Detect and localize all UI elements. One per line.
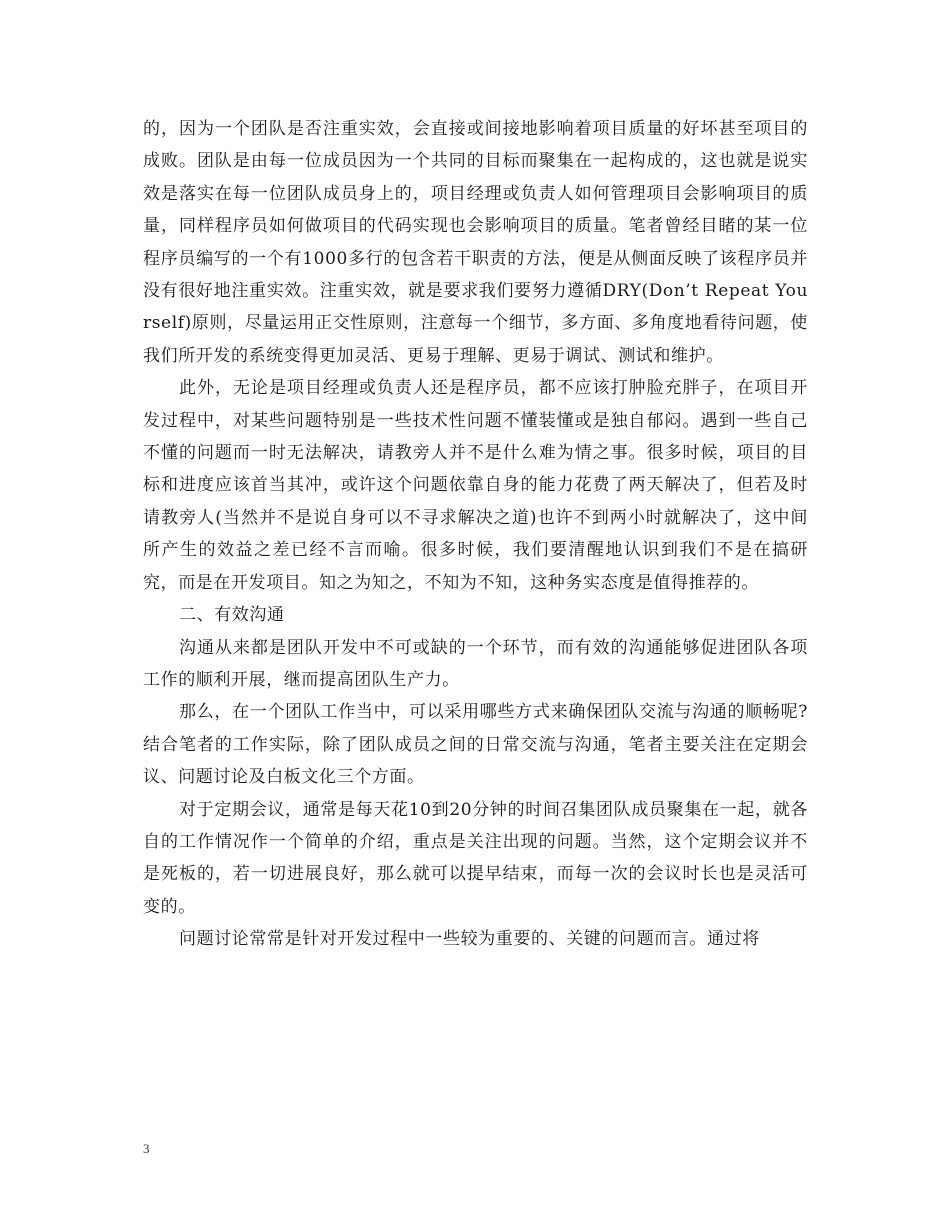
- paragraph-communication-methods: 那么，在一个团队工作当中，可以采用哪些方式来确保团队交流与沟通的顺畅呢?结合笔者的工作实际，除了团队成员之间的日常交流与沟通，笔者主要关注在定期会议、问题讨论及白板文化三个方面。: [143, 702, 808, 788]
- paragraph-problem-discussion: 问题讨论常常是针对开发过程中一些较为重要的、关键的问题而言。通过将: [179, 929, 760, 950]
- page-number: 3: [143, 1141, 150, 1156]
- paragraph-continuation: 的，因为一个团队是否注重实效，会直接或间接地影响着项目质量的好坏甚至项目的成败。团队是由每一位成员因为一个共同的目标而聚集在一起构成的，这也就是说实效是落实在每一位团队成员身上的，项目经理或负责人如何管理项目会影响项目的质量，同样程序员如何做项目的代码实现也会影响项目的质量。笔者曾经目睹的某一位程序员编写的一个有1000多行的包含若干职责的方法，便是从侧面反映了该程序员并没有很好地注重实效。注重实效，就是要求我们要努力遵循DRY(Don’t Repeat Yourself)原则，尽量运用正交性原则，注意每一个细节，多方面、多角度地看待问题，使我们所开发的系统变得更加灵活、更易于理解、更易于调试、测试和维护。: [143, 119, 808, 366]
- document-body: [143, 113, 808, 956]
- section-heading-effective-communication: 二、有效沟通: [179, 605, 285, 626]
- paragraph-communication-intro: 沟通从来都是团队开发中不可或缺的一个环节，而有效的沟通能够促进团队各项工作的顺利开展，继而提高团队生产力。: [143, 637, 808, 690]
- paragraph-pragmatism: 此外，无论是项目经理或负责人还是程序员，都不应该打肿脸充胖子，在项目开发过程中，对某些问题特别是一些技术性问题不懂装懂或是独自郁闷。遇到一些自己不懂的问题而一时无法解决，请教旁人并不是什么难为情之事。很多时候，项目的目标和进度应该首当其冲，或许这个问题依靠自身的能力花费了两天解决了，但若及时请教旁人(当然并不是说自身可以不寻求解决之道)也许不到两小时就解决了，这中间所产生的效益之差已经不言而喻。很多时候，我们要清醒地认识到我们不是在搞研究，而是在开发项目。知之为知之，不知为不知，这种务实态度是值得推荐的。: [143, 378, 808, 593]
- paragraph-regular-meetings: 对于定期会议，通常是每天花10到20分钟的时间召集团队成员聚集在一起，就各自的工作情况作一个简单的介绍，重点是关注出现的问题。当然，这个定期会议并不是死板的，若一切进展良好，那么就可以提早结束，而每一次的会议时长也是灵活可变的。: [143, 799, 808, 917]
